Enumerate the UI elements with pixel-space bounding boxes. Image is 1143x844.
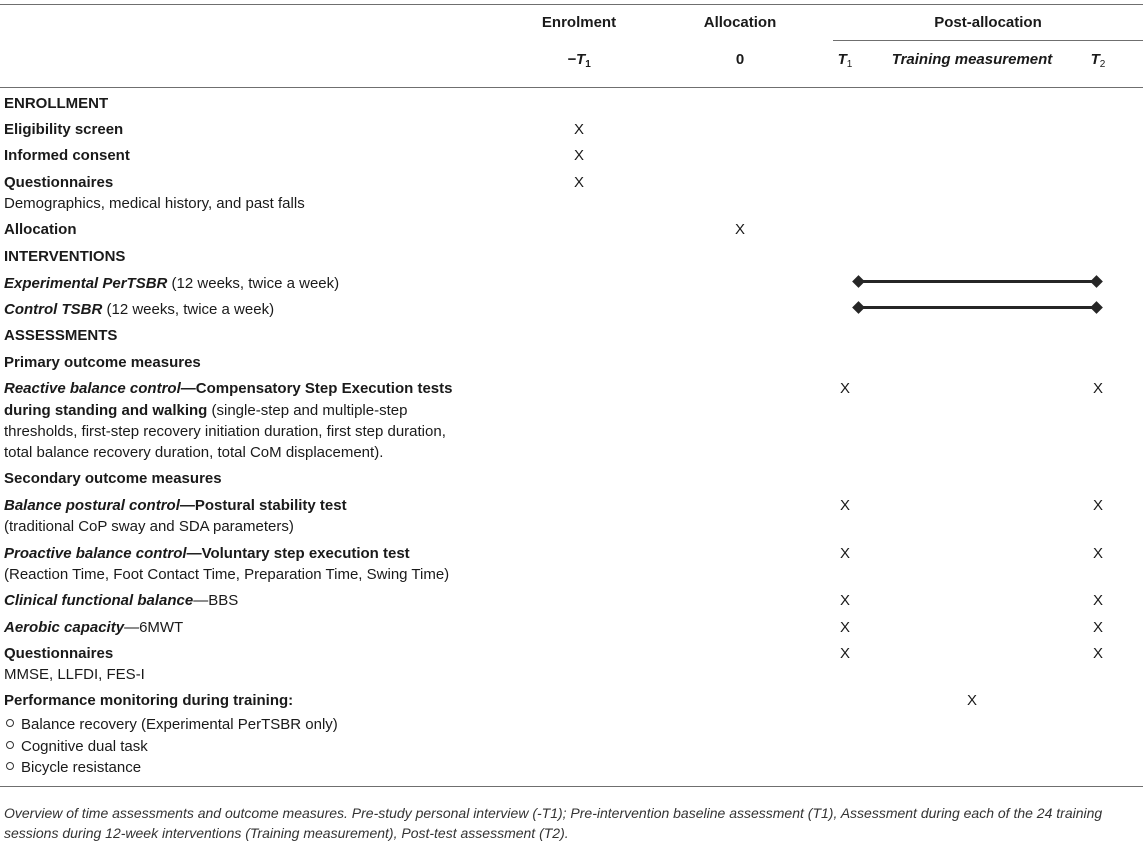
- top-rule: [0, 4, 1143, 5]
- mark-reactive-t1: X: [839, 380, 851, 397]
- bullet-bicycle-resistance: Bicycle resistance: [21, 759, 142, 776]
- row-experimental: Experimental PerTSBR (12 weeks, twice a week): [4, 275, 340, 292]
- row-informed-consent: Informed consent: [4, 147, 130, 164]
- mark-clinical-t1: X: [839, 592, 851, 609]
- table-caption: Overview of time assessments and outcome measures. Pre-study personal interview (-T1); Pre-intervention baseline assessment (T1), Assessment during each of the 24 training sessions during 12-week interventions (Training measurement), Post-test assessment (T2).: [4, 805, 1103, 841]
- header-allocation: Allocation: [703, 14, 777, 31]
- mark-reactive-t2: X: [1092, 380, 1104, 397]
- mark-clinical-t2: X: [1092, 592, 1104, 609]
- mark-proactive-t2: X: [1092, 545, 1104, 562]
- bullet-icon: [6, 762, 14, 770]
- row-reactive-balance: Reactive balance control—Compensatory Step Execution tests: [4, 380, 453, 397]
- section-secondary-outcomes: Secondary outcome measures: [4, 470, 222, 487]
- mark-questionnaires-t1: X: [839, 645, 851, 662]
- row-questionnaires-enrolment-detail: Demographics, medical history, and past falls: [4, 195, 305, 212]
- row-allocation: Allocation: [4, 221, 77, 238]
- mark-questionnaires-enrolment: X: [573, 174, 585, 191]
- header-t1: $T_1$: [837, 51, 853, 70]
- row-questionnaires-assessment-detail: MMSE, LLFDI, FES-I: [4, 666, 145, 683]
- row-questionnaires-assessment: Questionnaires: [4, 645, 114, 662]
- row-aerobic-capacity: Aerobic capacity—6MWT: [4, 619, 184, 636]
- mark-postural-t2: X: [1092, 497, 1104, 514]
- row-clinical-balance: Clinical functional balance—BBS: [4, 592, 239, 609]
- row-postural-control: Balance postural control—Postural stability test: [4, 497, 347, 514]
- mark-eligibility-enrolment: X: [573, 121, 585, 138]
- mark-aerobic-t1: X: [839, 619, 851, 636]
- row-control: Control TSBR (12 weeks, twice a week): [4, 301, 275, 318]
- row-reactive-balance-line3: thresholds, first-step recovery initiation duration, first step duration,: [4, 423, 446, 440]
- section-enrollment: ENROLLMENT: [4, 95, 109, 112]
- row-proactive-balance: Proactive balance control—Voluntary step execution test: [4, 545, 410, 562]
- header-t2: $T_2$: [1090, 51, 1106, 70]
- row-proactive-balance-detail: (Reaction Time, Foot Contact Time, Preparation Time, Swing Time): [4, 566, 450, 583]
- row-questionnaires-enrolment: Questionnaires: [4, 174, 114, 191]
- bullet-icon: [6, 741, 14, 749]
- mark-postural-t1: X: [839, 497, 851, 514]
- row-postural-control-detail: (traditional CoP sway and SDA parameters): [4, 518, 294, 535]
- bullet-cognitive-dual-task: Cognitive dual task: [21, 738, 148, 755]
- mark-monitoring-training: X: [966, 692, 978, 709]
- header-post-allocation: Post-allocation: [934, 14, 1042, 31]
- row-eligibility: Eligibility screen: [4, 121, 124, 138]
- header-bottom-rule: [0, 87, 1143, 88]
- section-interventions: INTERVENTIONS: [4, 248, 126, 265]
- section-assessments: ASSESSMENTS: [4, 327, 118, 344]
- header-training-measurement: Training measurement: [891, 51, 1053, 68]
- row-reactive-balance-line2: during standing and walking (single-step and multiple-step: [4, 402, 408, 419]
- mark-proactive-t1: X: [839, 545, 851, 562]
- header-enrolment: Enrolment: [541, 14, 617, 31]
- mark-questionnaires-t2: X: [1092, 645, 1104, 662]
- mark-aerobic-t2: X: [1092, 619, 1104, 636]
- table-bottom-rule: [0, 786, 1143, 787]
- mark-consent-enrolment: X: [573, 147, 585, 164]
- row-reactive-balance-line4: total balance recovery duration, total CoM displacement).: [4, 444, 384, 461]
- header-enrolment-time: $-T_1$: [567, 51, 591, 70]
- header-allocation-time: 0: [735, 51, 745, 68]
- bullet-balance-recovery: Balance recovery (Experimental PerTSBR only): [21, 716, 338, 733]
- bullet-icon: [6, 719, 14, 727]
- section-primary-outcomes: Primary outcome measures: [4, 354, 201, 371]
- row-performance-monitoring: Performance monitoring during training:: [4, 692, 294, 709]
- mark-allocation: X: [734, 221, 746, 238]
- post-allocation-rule: [833, 40, 1143, 41]
